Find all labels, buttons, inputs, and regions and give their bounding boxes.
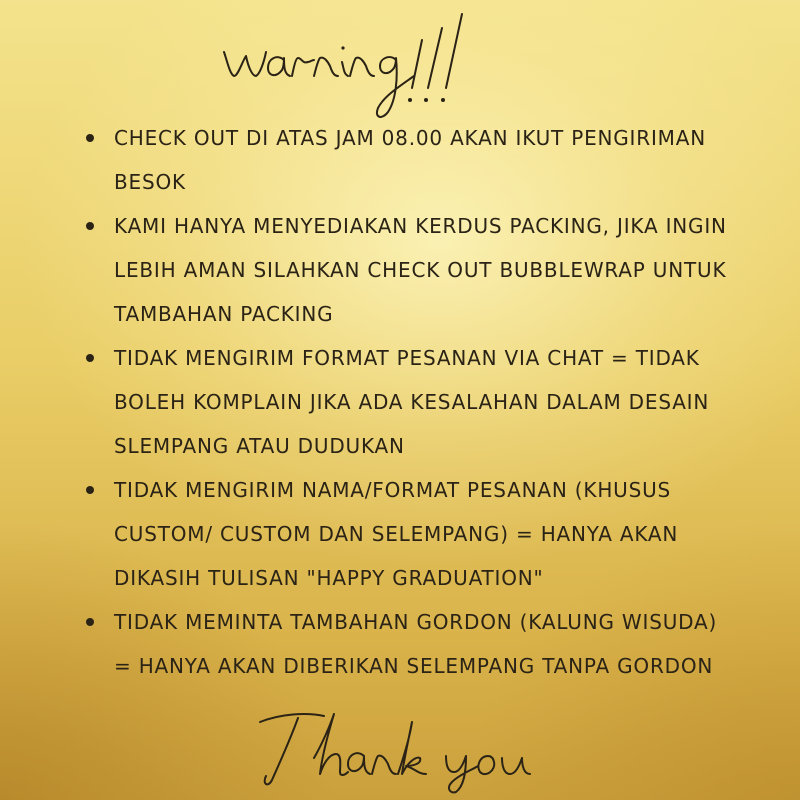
rule-item — [80, 468, 740, 600]
bullet-dot — [86, 486, 94, 494]
bullet-dot — [86, 134, 94, 142]
rules-list — [80, 116, 740, 688]
thank-you-script-lettering — [250, 700, 550, 795]
rule-item — [80, 204, 740, 336]
thank-you-signature — [250, 700, 550, 795]
rule-text: TIDAK MENGIRIM FORMAT PESANAN VIA CHAT = TIDAK BOLEH KOMPLAIN JIKA ADA KESALAHAN DALAM DESAIN SLEMPANG ATAU DUDUKAN — [114, 346, 710, 458]
rule-text: KAMI HANYA MENYEDIAKAN KERDUS PACKING, JIKA INGIN LEBIH AMAN SILAHKAN CHECK OUT BUBBLEWRAP UNTUK TAMBAHAN PACKING — [114, 214, 727, 326]
rule-item — [80, 116, 740, 204]
rule-item — [80, 336, 740, 468]
bullet-dot — [86, 618, 94, 626]
rule-text: TIDAK MEMINTA TAMBAHAN GORDON (KALUNG WISUDA) = HANYA AKAN DIBERIKAN SELEMPANG TANPA GORDON — [114, 610, 718, 678]
warning-heading — [210, 0, 590, 130]
rule-item — [80, 600, 740, 688]
warning-script-lettering — [210, 0, 590, 130]
bullet-dot — [86, 222, 94, 230]
bullet-dot — [86, 354, 94, 362]
rule-text: TIDAK MENGIRIM NAMA/FORMAT PESANAN (KHUSUS CUSTOM/ CUSTOM DAN SELEMPANG) = HANYA AKAN DIKASIH TULISAN "HAPPY GRADUATION" — [114, 478, 679, 590]
rule-text: CHECK OUT DI ATAS JAM 08.00 AKAN IKUT PENGIRIMAN BESOK — [114, 126, 706, 194]
